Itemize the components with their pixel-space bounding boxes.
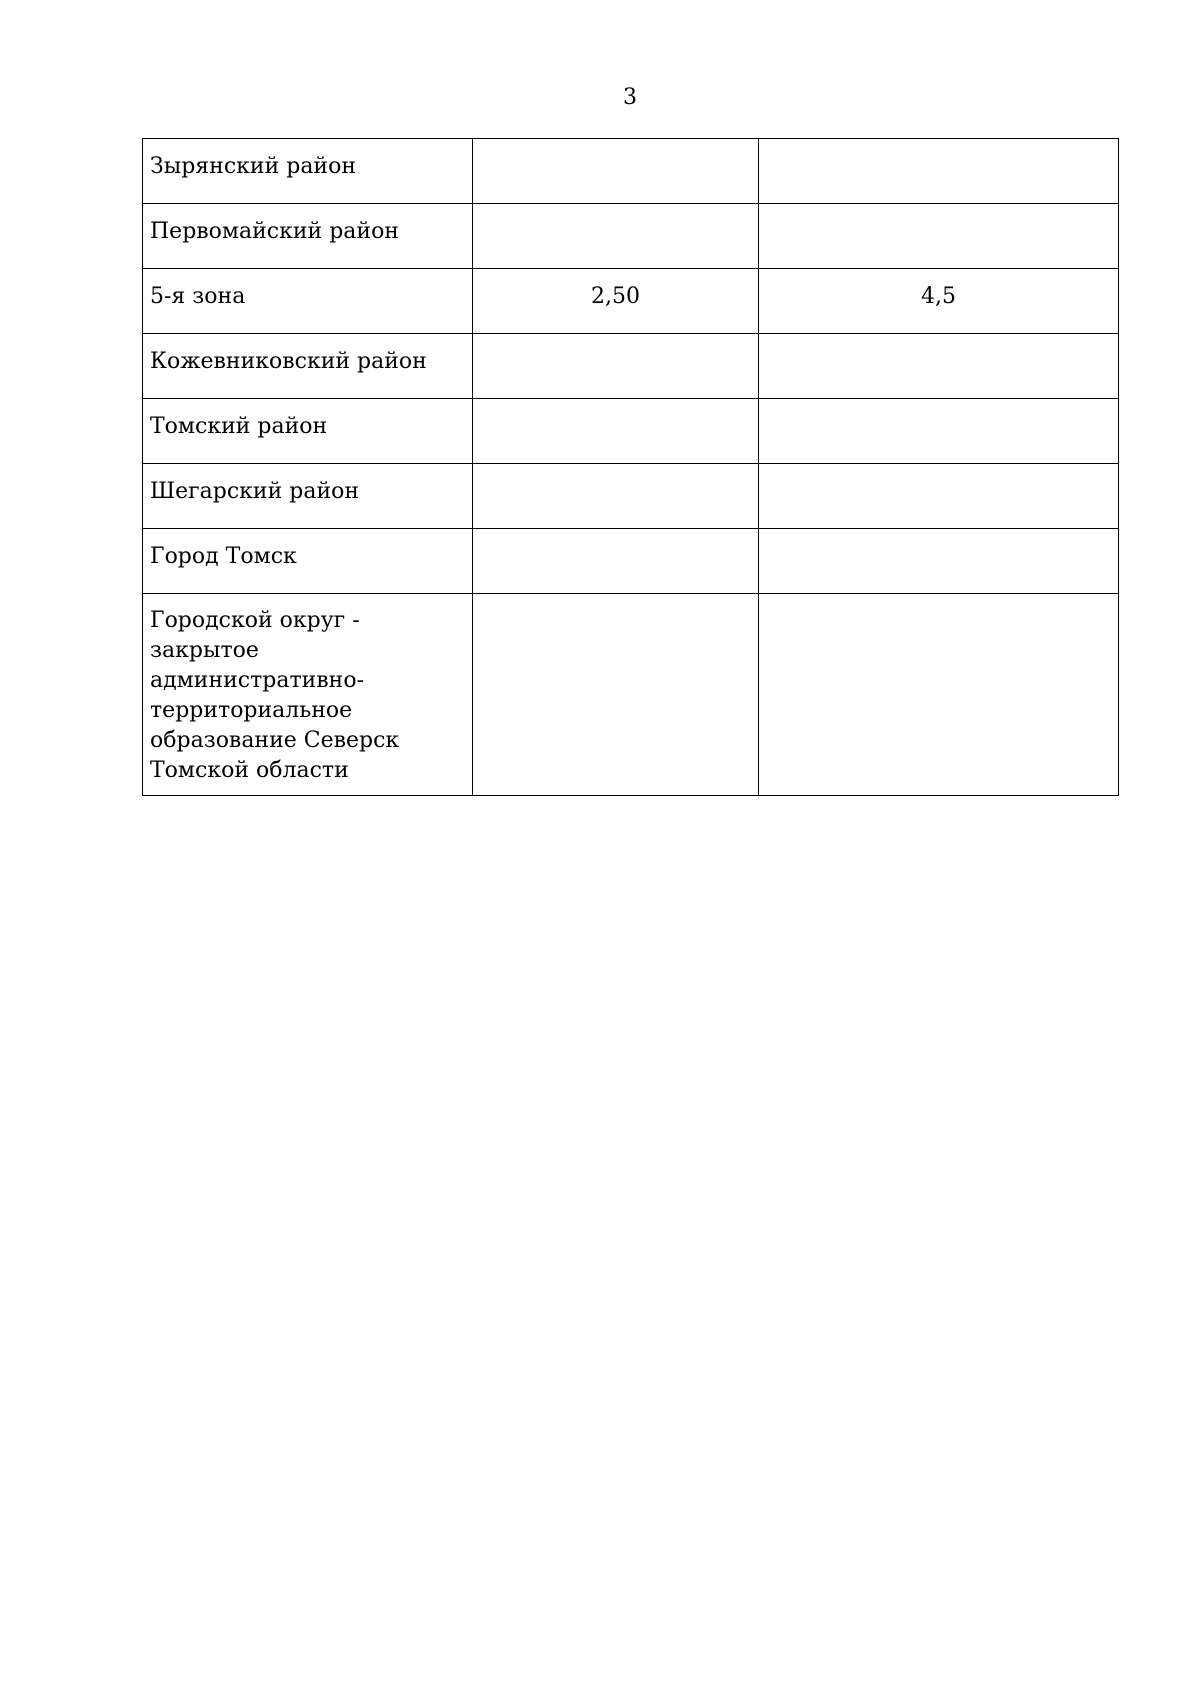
coefficient-cell	[759, 529, 1119, 594]
table-row	[143, 334, 1119, 399]
coefficient-cell	[473, 594, 759, 796]
coefficient-cell	[473, 139, 759, 204]
coefficient-cell	[759, 464, 1119, 529]
coefficient-cell	[473, 399, 759, 464]
district-name-cell: Томский район	[143, 399, 473, 464]
coefficient-cell	[759, 399, 1119, 464]
coefficient-cell	[473, 464, 759, 529]
district-name-cell: Городской округ - закрытое административно-территориальное образование Северск Томской области	[143, 594, 473, 796]
coefficient-cell	[473, 334, 759, 399]
coefficient-cell: 2,50	[473, 269, 759, 334]
coefficient-cell: 4,5	[759, 269, 1119, 334]
district-name-cell: Шегарский район	[143, 464, 473, 529]
table-row	[143, 529, 1119, 594]
coefficient-cell	[759, 204, 1119, 269]
coefficient-cell	[473, 529, 759, 594]
table-row	[143, 269, 1119, 334]
table-row	[143, 464, 1119, 529]
table-row	[143, 594, 1119, 796]
zone-name-cell: 5-я зона	[143, 269, 473, 334]
table-row	[143, 139, 1119, 204]
table-row	[143, 204, 1119, 269]
table-row	[143, 399, 1119, 464]
district-name-cell: Зырянский район	[143, 139, 473, 204]
district-name-cell: Кожевниковский район	[143, 334, 473, 399]
coefficient-cell	[759, 594, 1119, 796]
district-name-cell: Первомайский район	[143, 204, 473, 269]
page-number: 3	[623, 85, 637, 110]
zone-coefficient-table	[142, 138, 1119, 796]
coefficient-cell	[759, 139, 1119, 204]
coefficient-cell	[473, 204, 759, 269]
district-name-cell: Город Томск	[143, 529, 473, 594]
coefficient-cell	[759, 334, 1119, 399]
